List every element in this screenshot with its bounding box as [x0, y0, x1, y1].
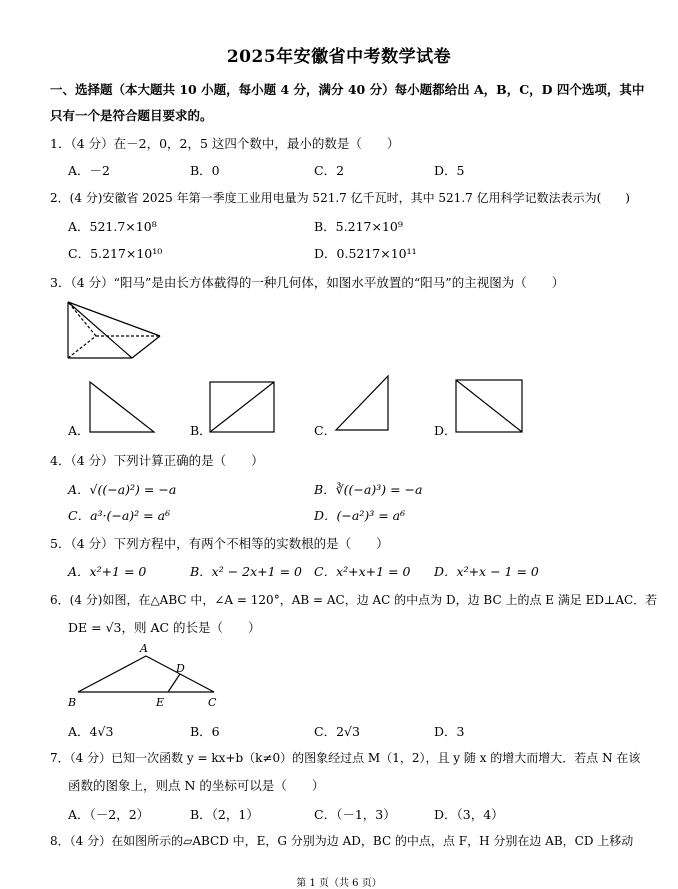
q4-option-d: D．(−a²)³ = a⁶ [314, 508, 406, 523]
q6-option-a: A．4√3 [68, 724, 114, 739]
q5-option-a: A．x²+1 = 0 [68, 564, 147, 579]
q7-option-c: C．（－1，3） [314, 807, 396, 822]
q3-option-d-figure [454, 378, 526, 434]
question-4-stem: 4．（4 分）下列计算正确的是（ ） [50, 453, 264, 468]
q7-option-d: D．（3，4） [434, 807, 504, 822]
q3-option-c-figure [334, 374, 394, 434]
q1-option-d: D．5 [434, 163, 465, 178]
question-8-stem: 8．（4 分）在如图所示的▱ABCD 中，E，G 分别为边 AD，BC 的中点，点 F，H 分别在边 AB，CD 上移动 [50, 834, 634, 848]
label-c: C [208, 696, 217, 709]
q3-option-d: D． [434, 423, 457, 438]
section-header-line1: 一、选择题（本大题共 10 小题，每小题 4 分，满分 40 分）每小题都给出 A，B，C，D 四个选项，其中 [50, 82, 645, 97]
question-7-stem-line1: 7．（4 分）已知一次函数 y = kx+b（k≠0）的图象经过点 M（1，2），且 y 随 x 的增大而增大．若点 N 在该 [50, 751, 641, 765]
q4-option-a: A．√((−a)²) = −a [68, 482, 177, 497]
q3-option-a-figure [88, 380, 158, 434]
question-6-stem-line1: 6．(4 分)如图，在△ABC 中，∠A = 120°，AB = AC，边 AC 的中点为 D，边 BC 上的点 E 满足 ED⊥AC．若 [50, 593, 658, 607]
page-footer: 第 1 页（共 6 页） [296, 878, 382, 889]
q2-option-a: A．521.7×10⁸ [68, 219, 157, 234]
q5-option-c: C．x²+x+1 = 0 [314, 564, 411, 579]
q4-option-c: C．a³·(−a)² = a⁶ [68, 508, 171, 523]
q6-option-c: C．2√3 [314, 724, 360, 739]
q2-option-d: D．0.5217×10¹¹ [314, 246, 417, 261]
q3-option-b: B． [190, 423, 212, 438]
q1-option-c: C．2 [314, 163, 345, 178]
page-title: 2025年安徽省中考数学试卷 [226, 47, 452, 67]
q3-option-c: C． [314, 423, 337, 438]
q4-option-b: B．∛((−a)³) = −a [314, 482, 423, 497]
question-1-stem: 1．（4 分）在－2，0，2，5 这四个数中，最小的数是（ ） [50, 136, 400, 151]
label-d: D [176, 662, 185, 675]
label-e: E [156, 696, 165, 709]
q5-option-d: D．x²+x − 1 = 0 [434, 564, 539, 579]
question-3-stem: 3．（4 分）“阳马”是由长方体截得的一种几何体，如图水平放置的“阳马”的主视图为（ ） [50, 275, 565, 290]
label-b: B [68, 696, 77, 709]
q3-option-b-figure [208, 380, 278, 434]
question-7-stem-line2: 函数的图象上，则点 N 的坐标可以是（ ） [68, 778, 325, 793]
question-2-stem: 2．(4 分)安徽省 2025 年第一季度工业用电量为 521.7 亿千瓦时，其中 521.7 亿用科学记数法表示为( ) [50, 191, 630, 205]
yangma-solid-figure [62, 296, 166, 364]
question-5-stem: 5．（4 分）下列方程中，有两个不相等的实数根的是（ ） [50, 536, 389, 551]
q1-option-a: A．－2 [68, 163, 110, 178]
q6-option-b: B．6 [190, 724, 220, 739]
label-a: A [140, 642, 148, 655]
q7-option-a: A．（－2，2） [68, 807, 150, 822]
q1-option-b: B．0 [190, 163, 220, 178]
q5-option-b: B．x² − 2x+1 = 0 [190, 564, 302, 579]
q2-option-c: C．5.217×10¹⁰ [68, 246, 163, 261]
section-header-line2: 只有一个是符合题目要求的。 [50, 108, 213, 123]
q3-option-a: A． [68, 423, 90, 438]
q7-option-b: B．（2，1） [190, 807, 259, 822]
triangle-abc-figure [64, 640, 224, 712]
q2-option-b: B．5.217×10⁹ [314, 219, 403, 234]
question-6-stem-line2: DE = √3，则 AC 的长是（ ） [68, 620, 261, 635]
q6-option-d: D．3 [434, 724, 465, 739]
